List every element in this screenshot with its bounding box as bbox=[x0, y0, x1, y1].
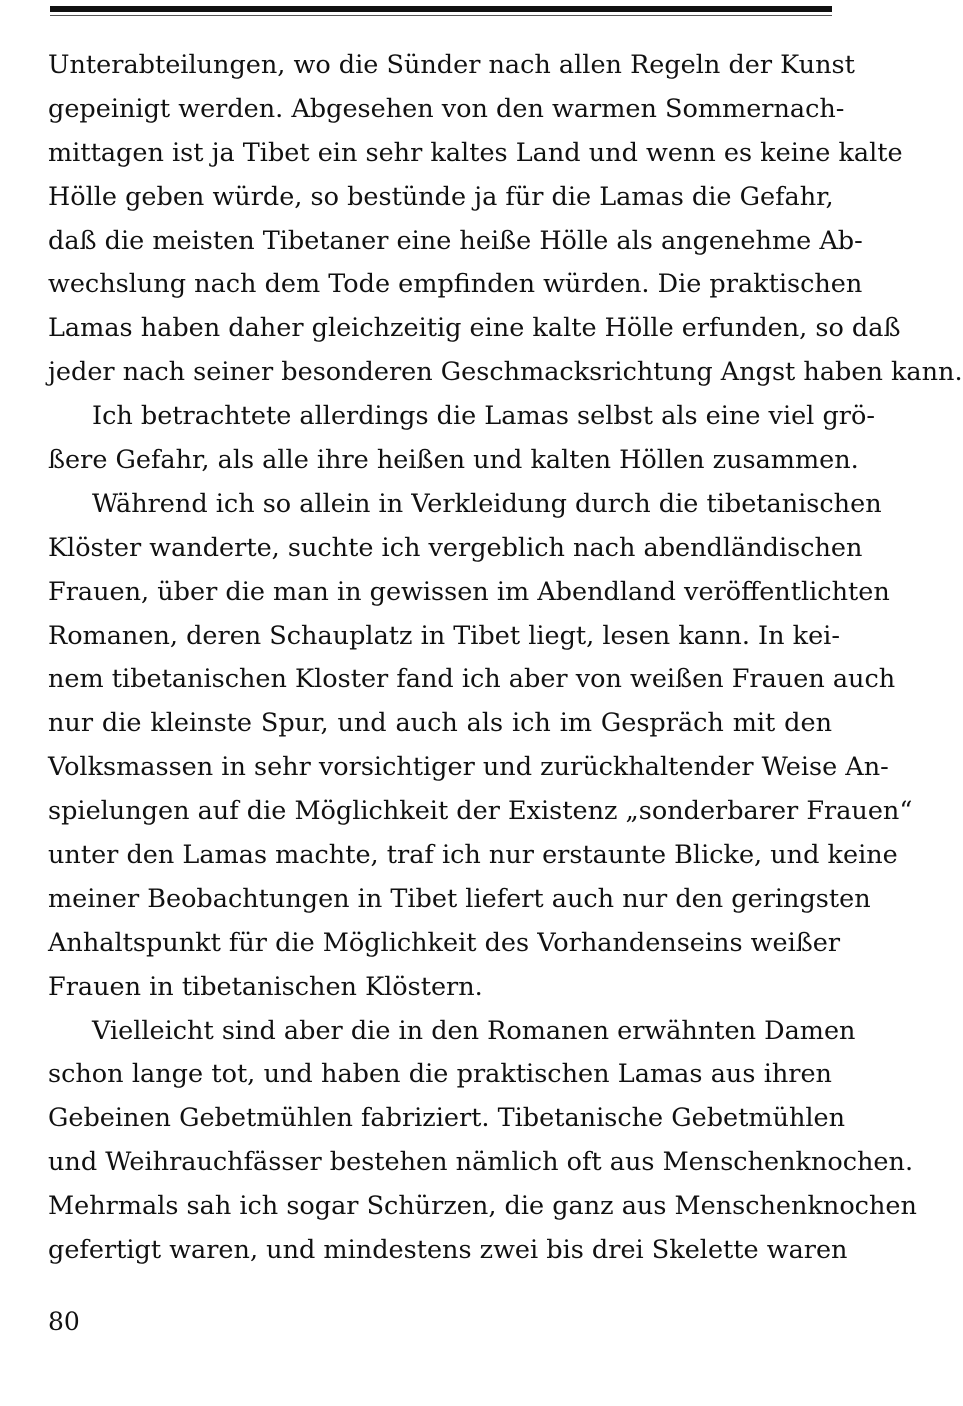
text-line: mittagen ist ja Tibet ein sehr kaltes Land und wenn es keine kalte bbox=[48, 137, 903, 168]
top-rule-thin bbox=[50, 15, 832, 16]
text-line: Lamas haben daher gleichzeitig eine kalte Hölle erfunden, so daß bbox=[48, 313, 901, 344]
text-line: Frauen, über die man in gewissen im Abendland veröffentlichten bbox=[48, 576, 890, 607]
text-line: Klöster wanderte, suchte ich vergeblich nach abendländischen bbox=[48, 532, 863, 563]
text-line: ßere Gefahr, als alle ihre heißen und kalten Höllen zusammen. bbox=[48, 445, 859, 476]
text-line: Mehrmals sah ich sogar Schürzen, die ganz aus Menschenknochen bbox=[48, 1191, 917, 1222]
text-line: Frauen in tibetanischen Klöstern. bbox=[48, 971, 483, 1002]
text-line: gefertigt waren, und mindestens zwei bis drei Skelette waren bbox=[48, 1235, 848, 1266]
text-line: Unterabteilungen, wo die Sünder nach allen Regeln der Kunst bbox=[48, 50, 855, 80]
text-line: spielungen auf die Möglichkeit der Existenz „sonderbarer Frauen“ bbox=[48, 796, 913, 827]
text-line: Gebeinen Gebetmühlen fabriziert. Tibetanische Gebetmühlen bbox=[48, 1103, 846, 1134]
text-line: Anhaltspunkt für die Möglichkeit des Vorhandenseins weißer bbox=[48, 927, 841, 958]
text-line: Romanen, deren Schauplatz in Tibet liegt, lesen kann. In kei- bbox=[48, 620, 840, 651]
text-line: meiner Beobachtungen in Tibet liefert auch nur den geringsten bbox=[48, 883, 871, 914]
text-line: Volksmassen in sehr vorsichtiger und zurückhaltender Weise An- bbox=[48, 752, 889, 783]
text-line: gepeinigt werden. Abgesehen von den warmen Sommernach- bbox=[48, 93, 845, 124]
text-line: Während ich so allein in Verkleidung durch die tibetanischen bbox=[92, 488, 882, 519]
page-number: 80 bbox=[48, 1307, 80, 1336]
text-line: nur die kleinste Spur, und auch als ich im Gespräch mit den bbox=[48, 708, 832, 739]
text-line: jeder nach seiner besonderen Geschmacksrichtung Angst haben kann. bbox=[48, 357, 963, 388]
text-line: unter den Lamas machte, traf ich nur erstaunte Blicke, und keine bbox=[48, 840, 898, 871]
text-line: daß die meisten Tibetaner eine heiße Hölle als angenehme Ab- bbox=[48, 225, 863, 256]
text-line: und Weihrauchfässer bestehen nämlich oft aus Menschenknochen. bbox=[48, 1147, 914, 1178]
text-line: wechslung nach dem Tode empfinden würden. Die praktischen bbox=[48, 269, 863, 300]
text-line: nem tibetanischen Kloster fand ich aber von weißen Frauen auch bbox=[48, 664, 896, 695]
text-line: Vielleicht sind aber die in den Romanen erwähnten Damen bbox=[92, 1015, 856, 1046]
body-text bbox=[48, 44, 963, 1273]
text-line: schon lange tot, und haben die praktischen Lamas aus ihren bbox=[48, 1059, 832, 1090]
top-rule bbox=[50, 6, 832, 12]
text-line: Hölle geben würde, so bestünde ja für die Lamas die Gefahr, bbox=[48, 181, 834, 212]
text-line: Ich betrachtete allerdings die Lamas selbst als eine viel grö- bbox=[92, 401, 875, 432]
